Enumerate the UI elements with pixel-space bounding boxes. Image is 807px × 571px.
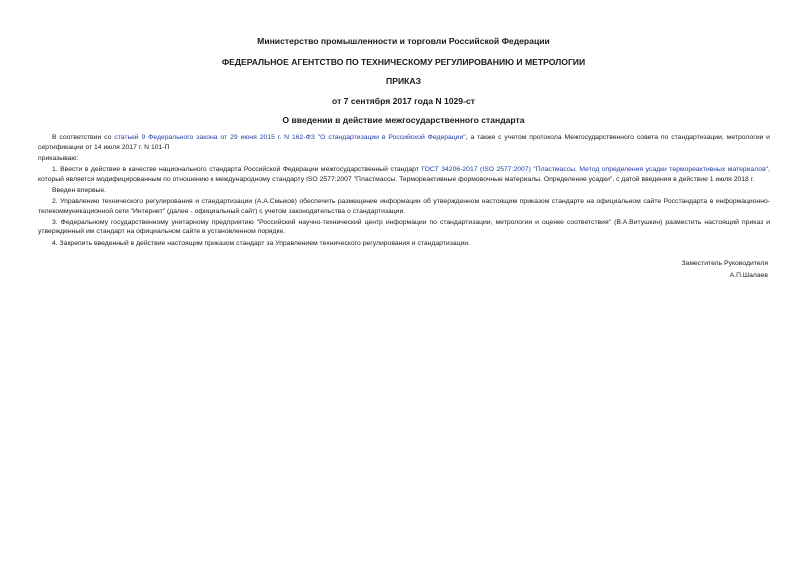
order-word: приказываю: — [38, 154, 79, 162]
intro-paragraph — [38, 133, 770, 152]
document-body — [38, 133, 770, 250]
intro-text-1: В соответствии со — [52, 134, 115, 141]
signature-block — [681, 258, 768, 281]
intro-text-2: , а также с учетом протокола Межгосударственного совета по стандартизации, метрологии и сертификации от 14 июля 2017 г. N 101-П — [38, 134, 770, 151]
agency-heading: ФЕДЕРАЛЬНОЕ АГЕНТСТВО ПО ТЕХНИЧЕСКОМУ РЕГУЛИРОВАНИЮ И МЕТРОЛОГИИ — [221, 57, 586, 67]
signatory-name: А.П.Шалаев — [729, 271, 768, 279]
item-2-paragraph: 2. Управлению технического регулирования и стандартизации (А.А.Смыков) обеспечить размещение информации об утвержденном настоящим приказом стандарте на официальном сайте Росстандарта в информационно-телекоммуникационной сети "Интернет" (далее - официальный сайт) с учетом законодательства о стандартизации. — [38, 197, 770, 215]
item-3-paragraph: 3. Федеральному государственному унитарному предприятию "Российский научно-технический центр информации по стандартизации, метрологии и оценке соответствия" (В.А.Витушкин) разместить настоящий приказ и утвержденный им стандарт на официальном сайте в установленном порядке. — [38, 218, 770, 236]
item-1-paragraph — [38, 165, 770, 184]
document-subject: О введении в действие межгосударственного стандарта — [282, 115, 525, 125]
document-date-number: от 7 сентября 2017 года N 1029-ст — [332, 96, 475, 106]
federal-law-link[interactable]: статьей 9 Федерального закона от 29 июня 2015 г. N 162-ФЗ "О стандартизации в Российской Федерации" — [114, 134, 466, 141]
item-1-text-1: 1. Ввести в действие в качестве национального стандарта Российской Федерации межгосударственный стандарт — [52, 165, 422, 173]
item-1-text-2: , который является модифицированным по отношению к международному стандарту ISO 2577:2007 "Пластмассы. Термореактивные формовочные материалы. Определение усадки", с датой введения в действие 1 июля 2018 г. — [38, 165, 770, 183]
ministry-heading: Министерство промышленности и торговли Российской Федерации — [257, 36, 550, 46]
document-type: ПРИКАЗ — [386, 76, 421, 86]
gost-standard-link[interactable]: ГОСТ 34206-2017 (ISO 2577:2007) "Пластмассы. Метод определения усадки термореактивных материалов" — [421, 165, 769, 173]
introduced-first-note: Введен впервые. — [52, 186, 107, 194]
item-4-paragraph: 4. Закрепить введенный в действие настоящим приказом стандарт за Управлением технического регулирования и стандартизации. — [52, 239, 470, 247]
signatory-position: Заместитель Руководителя — [681, 260, 768, 267]
